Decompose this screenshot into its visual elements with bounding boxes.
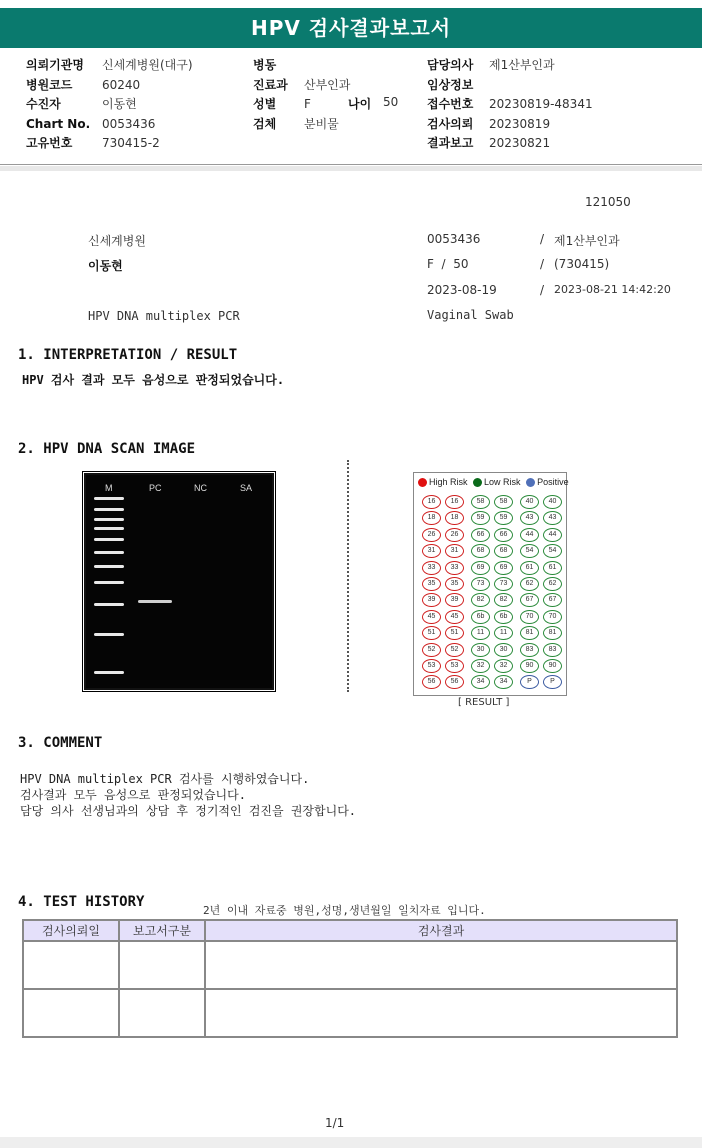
header-value: 산부인과 xyxy=(304,77,351,92)
hpv-type-cell: 39 xyxy=(445,593,464,607)
hpv-type-cell: 90 xyxy=(543,659,562,673)
lane-label: M xyxy=(105,483,113,493)
header-col3-values xyxy=(489,56,593,154)
hpv-type-cell: 58 xyxy=(494,495,513,509)
table-row xyxy=(23,989,677,1037)
test-name: HPV DNA multiplex PCR xyxy=(88,309,240,323)
sex-age: F / 50 xyxy=(427,257,469,271)
column-header: 보고서구분 xyxy=(119,920,205,941)
positive-dot-icon xyxy=(526,478,535,487)
header-key: 접수번호 xyxy=(427,97,474,111)
hpv-type-cell: 31 xyxy=(422,544,441,558)
separator: / xyxy=(540,257,545,271)
hpv-type-cell: 54 xyxy=(543,544,562,558)
birth-date: (730415) xyxy=(554,257,610,271)
section-2-title: 2. HPV DNA SCAN IMAGE xyxy=(18,441,196,457)
hpv-type-cell: 18 xyxy=(422,511,441,525)
column-header: 검사결과 xyxy=(205,920,677,941)
section-gap xyxy=(0,166,702,171)
low-risk-dot-icon xyxy=(473,478,482,487)
hpv-type-cell: 45 xyxy=(422,610,441,624)
hpv-type-cell: 69 xyxy=(471,561,490,575)
request-date: 2023-08-19 xyxy=(427,283,497,297)
hpv-type-cell: 26 xyxy=(422,528,441,542)
table-cell xyxy=(119,941,205,989)
header-value xyxy=(489,76,593,96)
table-row xyxy=(23,941,677,989)
header-key: 의뢰기관명 xyxy=(26,58,84,72)
hpv-type-cell: 32 xyxy=(471,659,490,673)
hpv-type-cell: 40 xyxy=(520,495,539,509)
hpv-type-cell: 26 xyxy=(445,528,464,542)
hpv-type-cell: 70 xyxy=(543,610,562,624)
header-row xyxy=(26,134,90,154)
separator: / xyxy=(540,283,545,297)
header-value: 730415-2 xyxy=(102,136,160,150)
legend-label: Low Risk xyxy=(484,477,521,487)
ladder-band xyxy=(94,538,124,541)
table-cell xyxy=(23,989,119,1037)
hpv-type-cell: 56 xyxy=(445,675,464,689)
hpv-type-cell: 44 xyxy=(543,528,562,542)
comment-line: 담당 의사 선생님과의 상담 후 정기적인 검진을 권장합니다. xyxy=(20,804,357,818)
table-cell xyxy=(205,989,677,1037)
hpv-type-cell: 40 xyxy=(543,495,562,509)
hospital-name: 신세계병원 xyxy=(88,234,146,248)
separator: / xyxy=(540,232,545,246)
header-col2-values xyxy=(304,56,350,134)
comment-line: 검사결과 모두 음성으로 판정되었습니다. xyxy=(20,788,246,802)
hpv-type-cell: 30 xyxy=(471,643,490,657)
hpv-type-cell: 62 xyxy=(520,577,539,591)
hpv-type-cell: 73 xyxy=(494,577,513,591)
header-value: 신세계병원(대구) xyxy=(102,58,193,72)
header-value: 60240 xyxy=(102,77,141,92)
hpv-type-cell: 43 xyxy=(520,511,539,525)
ladder-band xyxy=(94,497,124,500)
section-4-title: 4. TEST HISTORY xyxy=(18,894,145,910)
ladder-band xyxy=(94,633,124,636)
ladder-band xyxy=(94,518,124,521)
hpv-type-cell: 34 xyxy=(471,675,490,689)
hpv-type-cell: 6b xyxy=(494,610,513,624)
header-value: F xyxy=(304,97,311,111)
comment-line: HPV DNA multiplex PCR 검사를 시행하였습니다. xyxy=(20,772,310,786)
hpv-type-cell: 32 xyxy=(494,659,513,673)
ladder-band xyxy=(94,551,124,554)
header-value: 이동현 xyxy=(102,97,137,111)
ladder-band xyxy=(94,603,124,606)
hpv-type-cell: 81 xyxy=(543,626,562,640)
hpv-type-cell: 90 xyxy=(520,659,539,673)
header-key: Chart No. xyxy=(26,116,91,131)
header-key: 고유번호 xyxy=(26,136,73,150)
hpv-type-cell: 18 xyxy=(445,511,464,525)
page-number: 1/1 xyxy=(325,1116,345,1130)
header-value: 0053436 xyxy=(102,116,156,131)
header-value: 20230821 xyxy=(489,136,551,150)
header-col1-values xyxy=(102,56,193,154)
header-key: 검사의뢰 xyxy=(427,116,474,131)
hpv-type-cell: 52 xyxy=(422,643,441,657)
ladder-band xyxy=(94,565,124,568)
hpv-type-cell: 51 xyxy=(422,626,441,640)
hpv-type-cell: 58 xyxy=(471,495,490,509)
hpv-type-cell: 66 xyxy=(494,528,513,542)
header-value xyxy=(304,56,350,76)
hpv-type-cell: 61 xyxy=(543,561,562,575)
age-value: 50 xyxy=(383,95,399,109)
legend-label: High Risk xyxy=(429,477,468,487)
age-label: 나이 xyxy=(348,97,372,111)
hpv-type-cell: 54 xyxy=(520,544,539,558)
test-history-table xyxy=(22,919,678,1038)
gel-image xyxy=(84,473,274,690)
hpv-type-cell: 68 xyxy=(494,544,513,558)
hpv-type-cell: 73 xyxy=(471,577,490,591)
hpv-type-cell: 68 xyxy=(471,544,490,558)
hpv-type-cell: 31 xyxy=(445,544,464,558)
department: 제1산부인과 xyxy=(554,234,620,248)
comment-text xyxy=(20,771,356,819)
hpv-type-cell: 35 xyxy=(445,577,464,591)
header-key: 임상정보 xyxy=(427,77,474,92)
section-3-title: 3. COMMENT xyxy=(18,735,103,751)
hpv-type-cell: 39 xyxy=(422,593,441,607)
hpv-type-cell: 53 xyxy=(422,659,441,673)
panel-legend xyxy=(418,477,569,487)
hpv-type-cell: 44 xyxy=(520,528,539,542)
header-info xyxy=(0,0,702,160)
header-key: 병동 xyxy=(253,58,277,72)
header-col2 xyxy=(253,56,288,134)
table-header-row xyxy=(23,920,677,941)
ladder-band xyxy=(94,508,124,511)
hpv-type-cell: 70 xyxy=(520,610,539,624)
result-caption: [ RESULT ] xyxy=(458,697,510,708)
header-value: 20230819-48341 xyxy=(489,97,593,111)
hpv-type-cell: 33 xyxy=(445,561,464,575)
ladder-band xyxy=(94,527,124,530)
pc-band xyxy=(138,600,172,603)
header-key: 결과보고 xyxy=(427,136,474,150)
lane-label: PC xyxy=(149,483,162,493)
report-title: HPV 검사결과보고서 xyxy=(0,8,702,48)
hpv-type-cell: 82 xyxy=(471,593,490,607)
history-note: 2년 이내 자료중 병원,성명,생년월일 일치자료 입니다. xyxy=(203,904,486,917)
header-divider xyxy=(0,164,702,165)
header-value: 20230819 xyxy=(489,116,551,131)
interpretation-text: HPV 검사 결과 모두 음성으로 판정되었습니다. xyxy=(22,373,285,387)
hpv-type-cell: 34 xyxy=(494,675,513,689)
header-key: 담당의사 xyxy=(427,58,474,72)
hpv-type-cell: 59 xyxy=(471,511,490,525)
hpv-type-cell: 43 xyxy=(543,511,562,525)
hpv-type-cell: 52 xyxy=(445,643,464,657)
legend-label: Positive xyxy=(537,477,569,487)
chart-number: 0053436 xyxy=(427,232,481,246)
hpv-type-cell: 69 xyxy=(494,561,513,575)
header-key: 성별 xyxy=(253,97,277,111)
hpv-type-cell: 45 xyxy=(445,610,464,624)
hpv-type-cell: P xyxy=(543,675,562,689)
header-key: 진료과 xyxy=(253,77,288,92)
lane-label: NC xyxy=(194,483,207,493)
column-header: 검사의뢰일 xyxy=(23,920,119,941)
patient-name: 이동현 xyxy=(88,259,123,273)
header-row xyxy=(26,76,90,96)
hpv-type-cell: 67 xyxy=(520,593,539,607)
header-key: 병원코드 xyxy=(26,77,73,92)
hpv-type-cell: 62 xyxy=(543,577,562,591)
high-risk-dot-icon xyxy=(418,478,427,487)
hpv-type-cell: 66 xyxy=(471,528,490,542)
hpv-type-cell: 16 xyxy=(422,495,441,509)
hpv-type-cell: 82 xyxy=(494,593,513,607)
hpv-type-cell: 59 xyxy=(494,511,513,525)
hpv-type-cell: 67 xyxy=(543,593,562,607)
lane-label: SA xyxy=(240,483,253,493)
header-row xyxy=(26,56,90,76)
header-col1 xyxy=(26,56,90,154)
header-value: 분비물 xyxy=(304,116,339,131)
ladder-band xyxy=(94,581,124,584)
header-row xyxy=(26,95,90,115)
header-col3 xyxy=(427,56,473,154)
table-cell xyxy=(205,941,677,989)
hpv-type-cell: 83 xyxy=(543,643,562,657)
hpv-type-cell: 11 xyxy=(494,626,513,640)
header-value: 제1산부인과 xyxy=(489,58,555,72)
hpv-result-panel xyxy=(413,472,567,696)
footer-bar xyxy=(0,1137,702,1148)
hpv-type-cell: 30 xyxy=(494,643,513,657)
report-datetime: 2023-08-21 14:42:20 xyxy=(554,283,671,296)
table-cell xyxy=(23,941,119,989)
hpv-type-cell: P xyxy=(520,675,539,689)
header-row xyxy=(26,115,90,135)
hpv-type-cell: 35 xyxy=(422,577,441,591)
header-key: 수진자 xyxy=(26,97,61,111)
hpv-type-cell: 56 xyxy=(422,675,441,689)
hpv-type-cell: 83 xyxy=(520,643,539,657)
hpv-type-cell: 33 xyxy=(422,561,441,575)
section-1-title: 1. INTERPRETATION / RESULT xyxy=(18,347,238,363)
hpv-type-cell: 51 xyxy=(445,626,464,640)
hpv-type-cell: 53 xyxy=(445,659,464,673)
report-code: 121050 xyxy=(585,195,631,209)
hpv-type-cell: 16 xyxy=(445,495,464,509)
divider-dotted xyxy=(347,460,349,692)
hpv-type-cell: 81 xyxy=(520,626,539,640)
table-cell xyxy=(119,989,205,1037)
specimen: Vaginal Swab xyxy=(427,308,514,322)
hpv-type-cell: 11 xyxy=(471,626,490,640)
hpv-type-cell: 6b xyxy=(471,610,490,624)
hpv-type-cell: 61 xyxy=(520,561,539,575)
ladder-band xyxy=(94,671,124,674)
header-key: 검체 xyxy=(253,116,277,131)
